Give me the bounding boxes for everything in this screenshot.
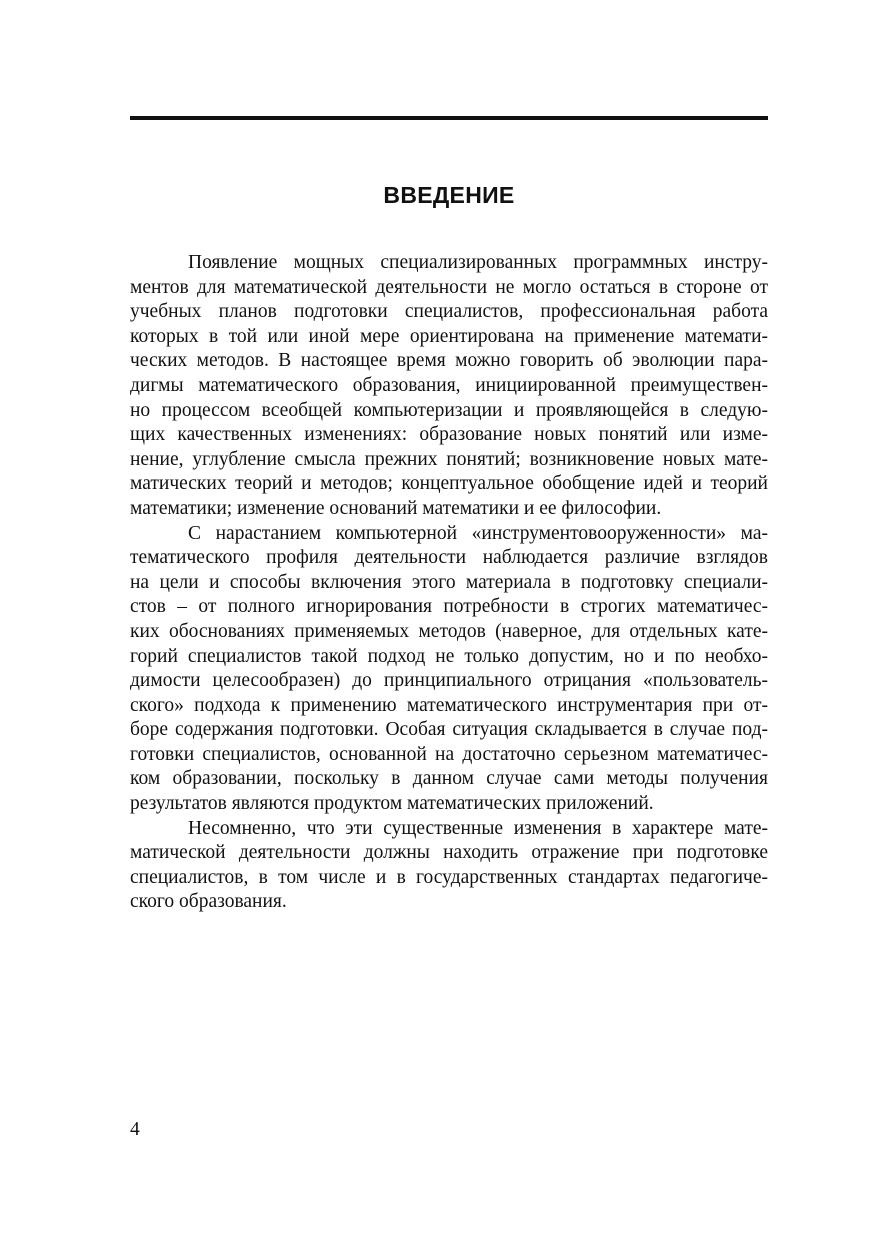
page-number: 4 — [130, 1119, 140, 1140]
text-line: Появление мощных специализированных программных инстру- — [188, 252, 768, 273]
text-line: на цели и способы включения этого материала в подготовку специали- — [130, 571, 768, 593]
text-line: нение, углубление смысла прежних понятий; возникновение новых мате- — [130, 448, 768, 470]
text-line: димости целесообразен) до принципиального отрицания «пользователь- — [130, 670, 768, 692]
text-line: матической деятельности должны находить отражение при подготовке — [130, 842, 768, 864]
text-line: учебных планов подготовки специалистов, профессиональная работа — [130, 301, 768, 323]
text-line: ких обоснованиях применяемых методов (наверное, для отдельных кате- — [130, 620, 768, 642]
page-title: ВВЕДЕНИЕ — [383, 182, 515, 208]
text-line: математики; изменение оснований математики и ее философии. — [130, 497, 662, 519]
text-line: которых в той или иной мере ориентирована на применение математи- — [130, 325, 768, 347]
paragraph-3 — [130, 817, 768, 915]
text-line: но процессом всеобщей компьютеризации и проявляющейся в следую- — [130, 399, 768, 421]
text-line: С нарастанием компьютерной «инструментовооруженности» ма- — [188, 522, 768, 544]
text-line: боре содержания подготовки. Особая ситуация складывается в случае под- — [130, 719, 768, 741]
text-line: специалистов, в том числе и в государственных стандартах педагогиче- — [130, 866, 768, 888]
text-line: матических теорий и методов; концептуальное обобщение идей и теорий — [130, 473, 768, 495]
text-line: готовки специалистов, основанной на достаточно серьезном математичес- — [130, 743, 768, 765]
text-line: тематического профиля деятельности наблюдается различие взглядов — [130, 547, 768, 569]
paragraph-1 — [130, 251, 768, 522]
text-line: ского» подхода к применению математического инструментария при от- — [130, 694, 768, 716]
text-line: ского образования. — [130, 891, 287, 913]
body-text — [130, 251, 768, 915]
text-line: ментов для математической деятельности не могло остаться в стороне от — [130, 276, 768, 298]
text-line: ком образовании, поскольку в данном случае сами методы получения — [130, 768, 768, 790]
text-line: Несомненно, что эти существенные изменения в характере мате- — [188, 817, 768, 839]
text-line: горий специалистов такой подход не только допустим, но и по необхо- — [130, 645, 768, 667]
text-line: дигмы математического образования, инициированной преимуществен- — [130, 374, 768, 396]
header-rule — [130, 116, 768, 120]
text-line: ческих методов. В настоящее время можно говорить об эволюции пара- — [130, 350, 768, 372]
text-line: стов – от полного игнорирования потребности в строгих математичес- — [130, 596, 768, 618]
text-line: результатов являются продуктом математических приложений. — [130, 793, 654, 815]
text-line: щих качественных изменениях: образование новых понятий или изме- — [130, 424, 768, 446]
paragraph-2 — [130, 522, 768, 817]
